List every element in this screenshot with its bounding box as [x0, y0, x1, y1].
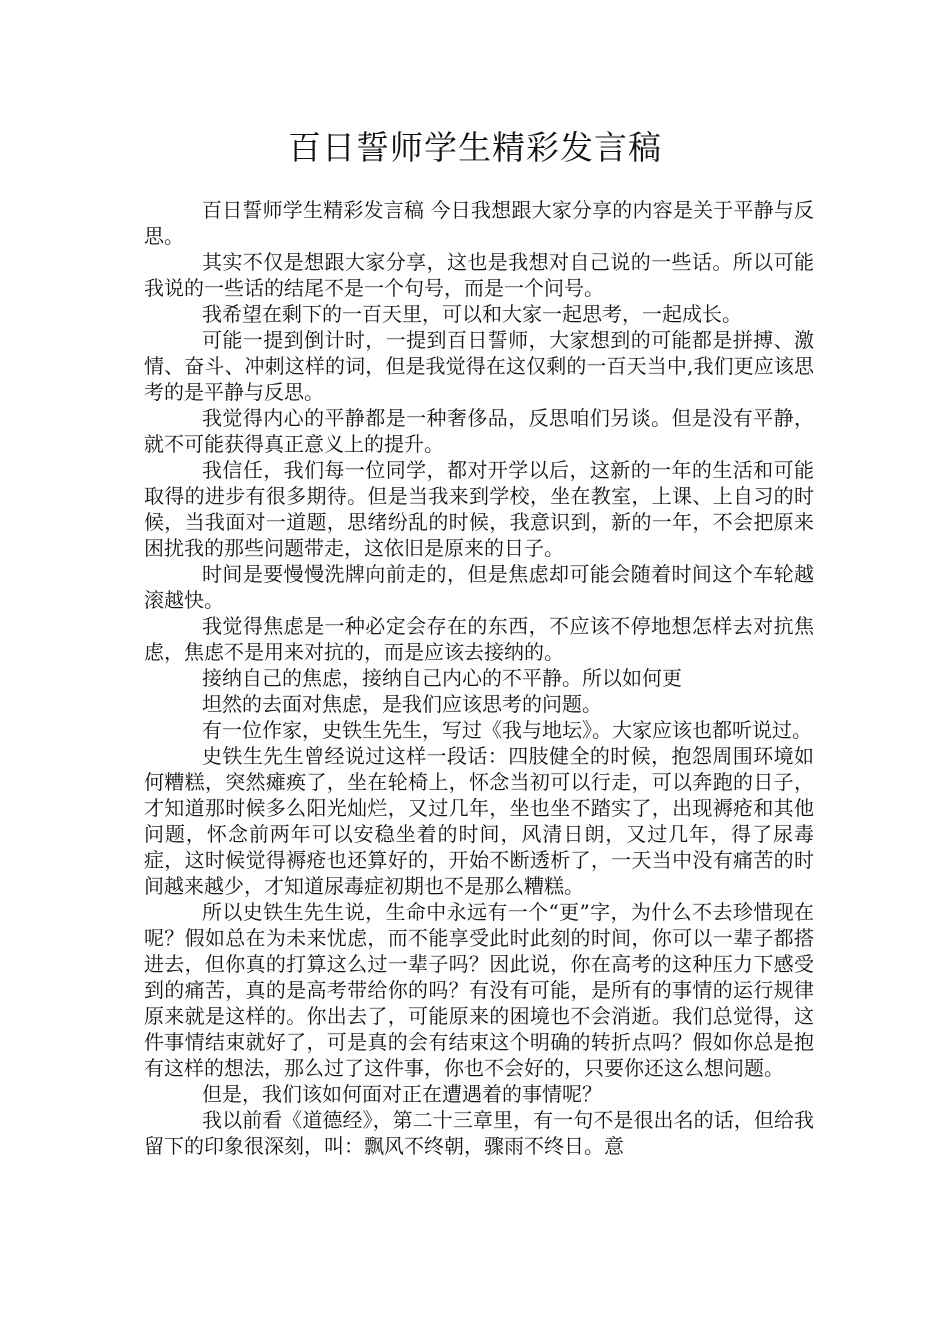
- paragraph-7: 时间是要慢慢洗牌向前走的，但是焦虑却可能会随着时间这个车轮越滚越快。: [144, 562, 814, 612]
- paragraph-13: 所以史铁生先生说，生命中永远有一个“更”字，为什么不去珍惜现在呢？假如总在为未来忧虑，而不能享受此时此刻的时间，你可以一辈子都搭进去，但你真的打算这么过一辈子吗？因此说，你在高考的这种压力下感受到的痛苦，真的是高考带给你的吗？有没有可能，是所有的事情的运行规律原来就是这样的。你出去了，可能原来的困境也不会消逝。我们总觉得，这件事情结束就好了，可是真的会有结束这个明确的转折点吗？假如你总是抱有这样的想法，那么过了这件事，你也不会好的，只要你还这么想问题。: [144, 900, 814, 1080]
- paragraph-10: 坦然的去面对焦虑，是我们应该思考的问题。: [202, 692, 602, 716]
- paragraph-15: 我以前看《道德经》，第二十三章里，有一句不是很出名的话，但给我留下的印象很深刻，叫：飘风不终朝，骤雨不终日。意: [144, 1108, 814, 1158]
- paragraph-5: 我觉得内心的平静都是一种奢侈品，反思咱们另谈。但是没有平静，就不可能获得真正意义上的提升。: [144, 406, 814, 456]
- paragraph-6: 我信任，我们每一位同学，都对开学以后，这新的一年的生活和可能取得的进步有很多期待。但是当我来到学校，坐在教室，上课、上自习的时候，当我面对一道题，思绪纷乱的时候，我意识到，新的一年，不会把原来困扰我的那些问题带走，这依旧是原来的日子。: [144, 458, 814, 560]
- paragraph-4: 可能一提到倒计时，一提到百日誓师，大家想到的可能都是拼搏、激情、奋斗、冲刺这样的词，但是我觉得在这仅剩的一百天当中,我们更应该思考的是平静与反思。: [144, 328, 814, 404]
- paragraph-12: 史铁生先生曾经说过这样一段话：四肢健全的时候，抱怨周围环境如何糟糕，突然瘫痪了，坐在轮椅上，怀念当初可以行走，可以奔跑的日子，才知道那时候多么阳光灿烂，又过几年，坐也坐不踏实了，出现褥疮和其他问题，怀念前两年可以安稳坐着的时间，风清日朗，又过几年，得了尿毒症，这时候觉得褥疮也还算好的，开始不断透析了，一天当中没有痛苦的时间越来越少，才知道尿毒症初期也不是那么糟糕。: [144, 744, 814, 898]
- paragraph-8: 我觉得焦虑是一种必定会存在的东西，不应该不停地想怎样去对抗焦虑，焦虑不是用来对抗的，而是应该去接纳的。: [144, 614, 814, 664]
- paragraph-1: 百日誓师学生精彩发言稿 今日我想跟大家分享的内容是关于平静与反思。: [144, 198, 814, 248]
- paragraph-14: 但是，我们该如何面对正在遭遇着的事情呢？: [202, 1082, 602, 1106]
- paragraph-3: 我希望在剩下的一百天里，可以和大家一起思考，一起成长。: [202, 302, 742, 326]
- document-title: 百日誓师学生精彩发言稿: [288, 128, 662, 167]
- document-body: [144, 197, 814, 1159]
- paragraph-9: 接纳自己的焦虑，接纳自己内心的不平静。所以如何更: [202, 666, 682, 690]
- paragraph-11: 有一位作家，史铁生先生，写过《我与地坛》。大家应该也都听说过。: [202, 718, 812, 742]
- paragraph-2: 其实不仅是想跟大家分享，这也是我想对自己说的一些话。所以可能我说的一些话的结尾不是一个句号，而是一个问号。: [144, 250, 814, 300]
